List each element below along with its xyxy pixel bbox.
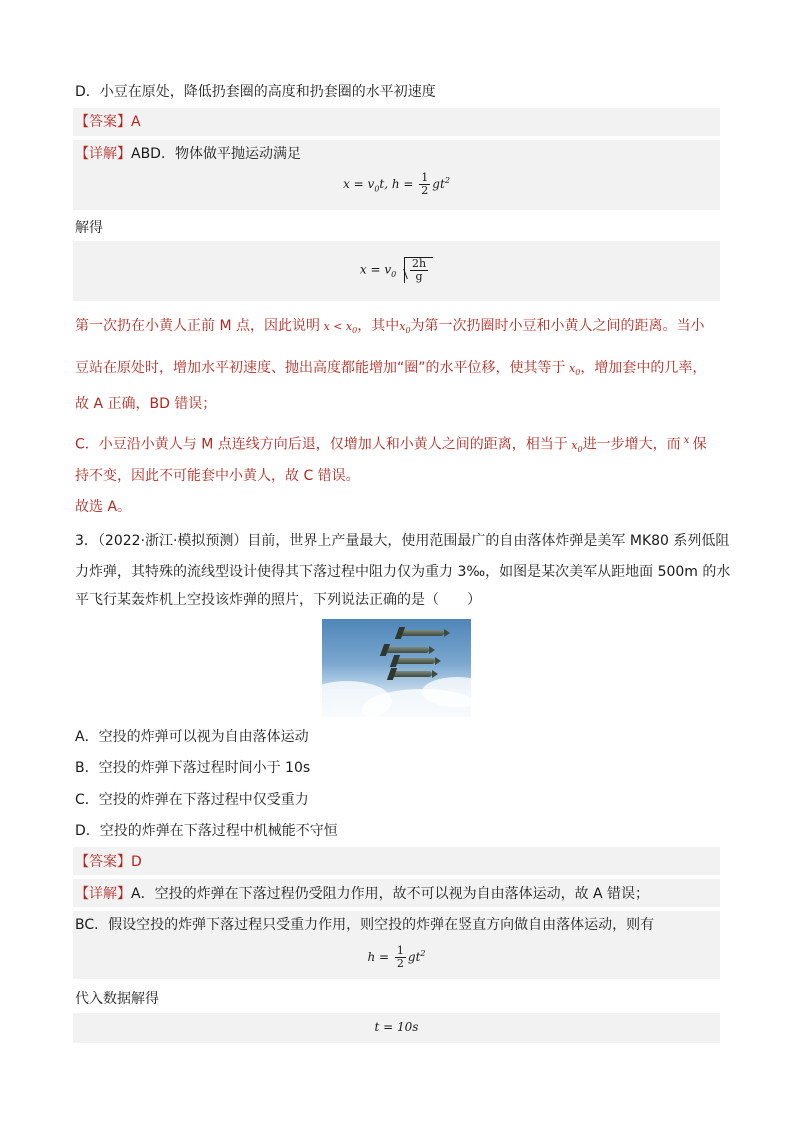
- detail-label: 【详解】: [75, 146, 131, 162]
- formula-free-fall: h = $\frac{1}{2}$ $gt^2$: [367, 944, 426, 970]
- bomb-4: [392, 671, 432, 677]
- bomb-3: [395, 658, 435, 664]
- formula-projectile: $x = v_0t$, h = $\frac{1}{2}$ $gt^2$: [343, 171, 450, 197]
- answer-label: 【答案】: [75, 114, 131, 130]
- detail-2: 【详解】A．空投的炸弹在下落过程仍受阻力作用，故不可以视为自由落体运动，故 A 错误；: [75, 886, 650, 902]
- option-d-previous: D．小豆在原处，降低扔套圈的高度和扔套圈的水平初速度: [75, 84, 436, 100]
- question-3-line-3: 平飞行某轰炸机上空投该炸弹的照片，下列说法正确的是（ ）: [75, 592, 481, 608]
- option-d: D．空投的炸弹在下落过程中机械能不守恒: [75, 823, 338, 839]
- bc-text: BC．假设空投的炸弹下落过程只受重力作用，则空投的炸弹在竖直方向做自由落体运动，则有: [75, 917, 655, 933]
- explanation-line-3: 故 A 正确，BD 错误；: [75, 396, 217, 412]
- question-3-line-2: 力炸弹，其特殊的流线型设计使得其下落过程中阻力仅为重力 3‰，如图是某次美军从距地面 500m 的水: [75, 564, 731, 580]
- bomb-1: [400, 630, 444, 636]
- detail-1: [75, 143, 720, 165]
- explanation-line-1: 第一次扔在小黄人正前 M 点，因此说明 $x < x_0$，其中$x_0$为第一次扔圈时小豆和小黄人之间的距离。当小: [75, 318, 705, 336]
- answer-value: A: [131, 114, 141, 130]
- option-c: C．空投的炸弹在下落过程中仅受重力: [75, 792, 309, 808]
- formula-x-solution: $x = v_0$ $\frac{2h}{g}$: [73, 257, 720, 283]
- answer-1: [75, 111, 720, 133]
- detail-text: ABD．物体做平抛运动满足: [131, 146, 301, 162]
- explanation-line-2: 豆站在原处时，增加水平初速度、抛出高度都能增加“圈”的水平位移，使其等于 $x_0$，增加套中的几率，: [75, 360, 707, 378]
- bomb-photo: [322, 619, 471, 717]
- jiede-1: 解得: [75, 220, 103, 236]
- option-b: B．空投的炸弹下落过程时间小于 10s: [75, 760, 311, 776]
- option-a: A．空投的炸弹可以视为自由落体运动: [75, 729, 309, 745]
- explanation-line-4: C．小豆沿小黄人与 M 点连线方向后退，仅增加人和小黄人之间的距离，相当于 $x_0$进一步增大，而 $^x$ 保: [75, 435, 707, 454]
- jiede-2: 代入数据解得: [75, 991, 159, 1007]
- explanation-line-5: 持不变，因此不可能套中小黄人，故 C 错误。: [75, 468, 360, 484]
- question-3-line-1: 3．（2022·浙江·模拟预测）目前，世界上产量最大，使用范围最广的自由落体炸弹是美军 MK80 系列低阻: [75, 533, 730, 549]
- formula-result: t = 10s: [374, 1020, 419, 1034]
- bomb-2: [385, 647, 429, 653]
- final-choice-1: 故选 A。: [75, 499, 132, 515]
- answer-2: 【答案】D: [75, 854, 142, 870]
